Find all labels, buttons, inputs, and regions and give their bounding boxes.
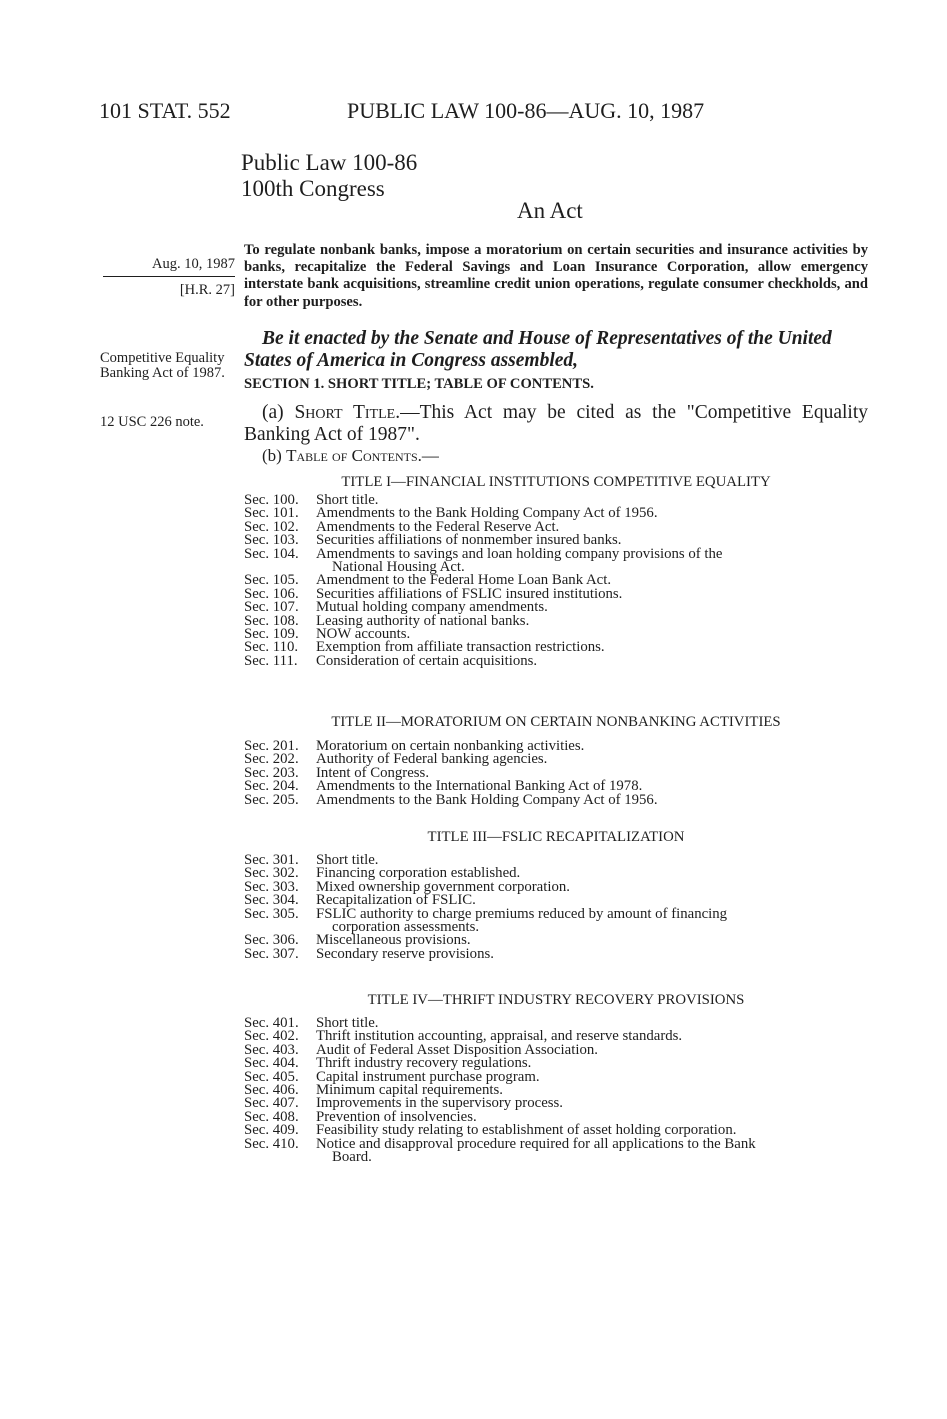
toc-item-number: Sec. 304. bbox=[244, 892, 299, 909]
toc-list-title-1 bbox=[244, 494, 868, 668]
toc-item-text: NOW accounts. bbox=[316, 626, 411, 643]
toc-item-text: Thrift institution accounting, appraisal, and reserve standards. bbox=[316, 1028, 683, 1045]
toc-item-text: Exemption from affiliate transaction restrictions. bbox=[316, 639, 605, 656]
toc-item-number: Sec. 109. bbox=[244, 626, 299, 643]
toc-item-number: Sec. 107. bbox=[244, 599, 299, 616]
toc-item-text: Recapitalization of FSLIC. bbox=[316, 892, 476, 909]
toc-item bbox=[244, 945, 868, 962]
toc-intro-suffix: .— bbox=[417, 446, 439, 465]
toc-item-text: Minimum capital requirements. bbox=[316, 1082, 503, 1099]
toc-title-3: TITLE III—FSLIC RECAPITALIZATION bbox=[427, 829, 685, 845]
toc-item-number: Sec. 402. bbox=[244, 1028, 299, 1045]
toc-item-number: Sec. 305. bbox=[244, 905, 299, 922]
margin-act-name: Competitive Equality Banking Act of 1987. bbox=[100, 350, 225, 381]
law-number: Public Law 100-86 bbox=[241, 150, 418, 175]
toc-item-text: Audit of Federal Asset Disposition Association. bbox=[316, 1041, 598, 1058]
margin-divider bbox=[103, 276, 235, 277]
toc-item-text: Amendments to the Federal Reserve Act. bbox=[316, 518, 560, 535]
toc-item-text: Mutual holding company amendments. bbox=[316, 599, 548, 616]
short-title-text: This Act may be cited as the "Competitive Equality Banking Act of 1987". bbox=[244, 402, 868, 445]
toc-item-text: Prevention of insolvencies. bbox=[316, 1108, 477, 1125]
toc-item-number: Sec. 201. bbox=[244, 738, 299, 754]
toc-item-text: Secondary reserve provisions. bbox=[316, 945, 494, 962]
toc-item-number: Sec. 203. bbox=[244, 764, 299, 781]
short-title-label-suffix: .— bbox=[395, 402, 420, 423]
toc-item-number: Sec. 301. bbox=[244, 852, 299, 868]
toc-item-text bbox=[316, 1135, 868, 1166]
toc-item-number: Sec. 303. bbox=[244, 878, 299, 895]
statute-page-reference: 101 STAT. 552 bbox=[99, 98, 231, 123]
toc-item-text: Intent of Congress. bbox=[316, 764, 430, 781]
toc-item-continuation: corporation assessments. bbox=[332, 919, 480, 936]
toc-item-number: Sec. 111. bbox=[244, 652, 298, 669]
toc-item-number: Sec. 204. bbox=[244, 778, 299, 795]
short-title-paragraph bbox=[244, 402, 868, 445]
toc-item-text bbox=[316, 545, 868, 576]
toc-item bbox=[244, 791, 868, 808]
toc-item-text: Securities affiliations of nonmember insured banks. bbox=[316, 532, 622, 549]
congress-label: 100th Congress bbox=[241, 176, 385, 201]
toc-item-text: Financing corporation established. bbox=[316, 865, 521, 882]
toc-item-text: Short title. bbox=[316, 492, 379, 508]
toc-title-1: TITLE I—FINANCIAL INSTITUTIONS COMPETITIVE EQUALITY bbox=[341, 474, 771, 490]
toc-list-title-4 bbox=[244, 1017, 868, 1164]
margin-bill-number: [H.R. 27] bbox=[179, 282, 235, 298]
toc-item-continuation: National Housing Act. bbox=[332, 559, 465, 576]
toc-item bbox=[244, 1135, 868, 1166]
long-title: To regulate nonbank banks, impose a moratorium on certain securities and insurance activities by banks, recapitalize the Federal Savings and Loan Insurance Corporation, allow emergency interstate bank acquisitions, streamline credit union operations, regulate consumer checkholds, and for other purposes. bbox=[244, 242, 868, 310]
toc-intro-prefix: (b) bbox=[262, 446, 287, 465]
toc-item-number: Sec. 302. bbox=[244, 865, 299, 882]
toc-list-title-2 bbox=[244, 740, 868, 807]
running-title: PUBLIC LAW 100-86—AUG. 10, 1987 bbox=[347, 98, 705, 123]
toc-item-text-line: FSLIC authority to charge premiums reduced by amount of financing bbox=[316, 905, 728, 922]
toc-item-text: Amendment to the Federal Home Loan Bank Act. bbox=[316, 572, 612, 589]
toc-list-title-3 bbox=[244, 854, 868, 961]
toc-item-text: Authority of Federal banking agencies. bbox=[316, 751, 548, 768]
toc-item-text: Feasibility study relating to establishment of asset holding corporation. bbox=[316, 1122, 737, 1139]
an-act-heading: An Act bbox=[517, 198, 583, 223]
toc-item-number: Sec. 101. bbox=[244, 505, 299, 522]
toc-item-text: Consideration of certain acquisitions. bbox=[316, 652, 538, 669]
toc-item-number: Sec. 103. bbox=[244, 532, 299, 549]
toc-item-number: Sec. 403. bbox=[244, 1041, 299, 1058]
toc-item-number: Sec. 102. bbox=[244, 518, 299, 535]
toc-item-number: Sec. 409. bbox=[244, 1122, 299, 1139]
margin-usc-note: 12 USC 226 note. bbox=[100, 414, 204, 430]
toc-item-number: Sec. 405. bbox=[244, 1068, 299, 1085]
toc-item-number: Sec. 104. bbox=[244, 545, 299, 562]
toc-item-text: Capital instrument purchase program. bbox=[316, 1068, 540, 1085]
toc-item-number: Sec. 105. bbox=[244, 572, 299, 589]
toc-intro-label: Table of Contents bbox=[286, 446, 418, 465]
toc-item bbox=[244, 905, 868, 936]
table-of-contents-intro bbox=[262, 446, 439, 466]
toc-item-number: Sec. 408. bbox=[244, 1108, 299, 1125]
toc-item-number: Sec. 100. bbox=[244, 492, 299, 508]
toc-item-text: Securities affiliations of FSLIC insured institutions. bbox=[316, 585, 623, 602]
margin-date: Aug. 10, 1987 bbox=[152, 256, 235, 272]
toc-item-text: Short title. bbox=[316, 1015, 379, 1031]
toc-item-text: Amendments to the International Banking Act of 1978. bbox=[316, 778, 643, 795]
toc-item-text: Short title. bbox=[316, 852, 379, 868]
running-header bbox=[99, 98, 869, 128]
enacting-clause: Be it enacted by the Senate and House of Representatives of the United States of America in Congress assembled, bbox=[244, 328, 832, 371]
short-title-label: Short Title bbox=[294, 402, 396, 423]
toc-item-number: Sec. 406. bbox=[244, 1082, 299, 1099]
toc-item-number: Sec. 404. bbox=[244, 1055, 299, 1072]
toc-item-number: Sec. 401. bbox=[244, 1015, 299, 1031]
toc-item-number: Sec. 306. bbox=[244, 932, 299, 949]
toc-item-text: Miscellaneous provisions. bbox=[316, 932, 471, 949]
toc-item-number: Sec. 108. bbox=[244, 612, 299, 629]
toc-title-4: TITLE IV—THRIFT INDUSTRY RECOVERY PROVISIONS bbox=[367, 992, 745, 1008]
toc-item-number: Sec. 110. bbox=[244, 639, 299, 656]
toc-item-text: Leasing authority of national banks. bbox=[316, 612, 530, 629]
toc-item-number: Sec. 202. bbox=[244, 751, 299, 768]
toc-item-text: Amendments to the Bank Holding Company Act of 1956. bbox=[316, 791, 658, 808]
toc-title-2: TITLE II—MORATORIUM ON CERTAIN NONBANKING ACTIVITIES bbox=[331, 714, 781, 730]
toc-item-text: Moratorium on certain nonbanking activities. bbox=[316, 738, 585, 754]
toc-item-text-line: Notice and disapproval procedure required for all applications to the Bank bbox=[316, 1135, 756, 1152]
toc-item-text: Amendments to the Bank Holding Company Act of 1956. bbox=[316, 505, 658, 522]
toc-item bbox=[244, 652, 868, 669]
toc-item-number: Sec. 106. bbox=[244, 585, 299, 602]
short-title-label-prefix: (a) bbox=[262, 402, 295, 423]
toc-item-number: Sec. 410. bbox=[244, 1135, 299, 1152]
toc-item-text-line: Amendments to savings and loan holding company provisions of the bbox=[316, 545, 723, 562]
toc-item-number: Sec. 307. bbox=[244, 945, 299, 962]
toc-item-text: Improvements in the supervisory process. bbox=[316, 1095, 563, 1112]
toc-item-number: Sec. 407. bbox=[244, 1095, 299, 1112]
toc-item bbox=[244, 545, 868, 576]
toc-item-number: Sec. 205. bbox=[244, 791, 299, 808]
toc-item-text: Mixed ownership government corporation. bbox=[316, 878, 570, 895]
section-heading: SECTION 1. SHORT TITLE; TABLE OF CONTENTS. bbox=[244, 376, 594, 392]
toc-item-continuation: Board. bbox=[332, 1149, 372, 1166]
toc-item-text bbox=[316, 905, 868, 936]
toc-item-text: Thrift industry recovery regulations. bbox=[316, 1055, 532, 1072]
